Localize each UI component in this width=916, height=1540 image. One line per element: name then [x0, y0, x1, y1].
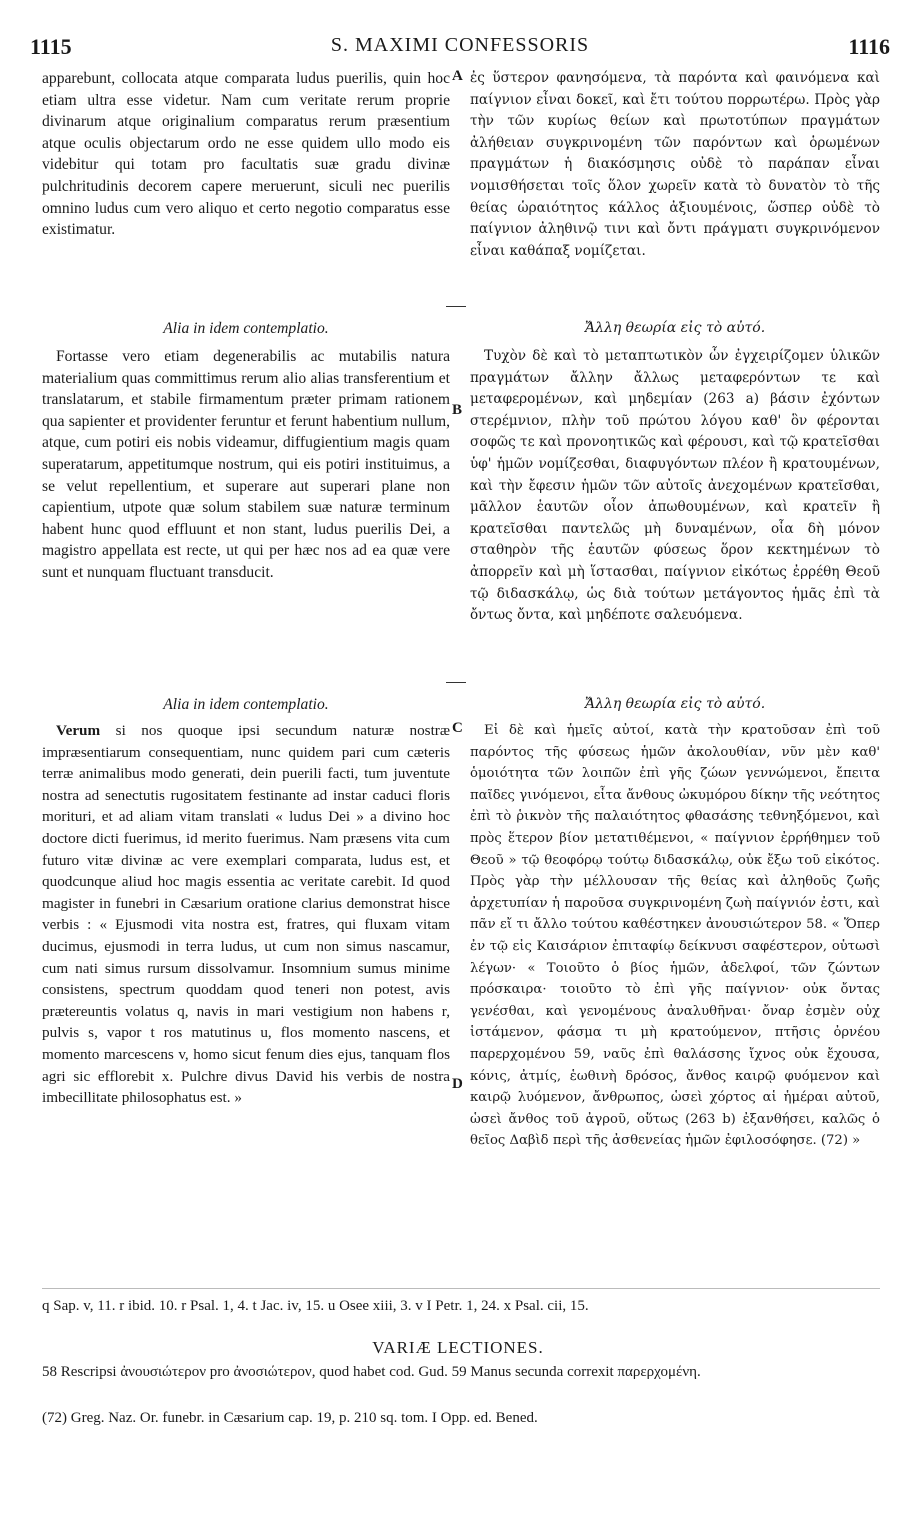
margin-marker-d: D	[452, 1076, 463, 1092]
latin-text: si nos quoque ipsi secundum naturæ nostræ impræsentiarum consequentiam, nunc quidem pari cum cæteris terræ animalibus modo generati, dein puerili facti, tum juventute nostra ad senectutis rugositatem festinante ad instar caduci floris morituri, et ad aliam vitam translati « ludus Dei » a divino hoc doctore dicti fuerimus, id merito fuerimus. Nam præsens vita cum futuro vitæ divinæ ac vere exemplari comparata, ludus est, et quodcunque aliud hoc magis essentia ac veritate carebit. Id quod magister in funebri in Cæsarium oratione clarius demonstrat hisce verbis : « Ejusmodi vita nostra est, fratres, qui fluxam vitam ducimus, ejusmodi in terra ludus, ut cum non simus nascamur, cum nati simus rursum dissolvamur. Insomnium sumus minime consistens, spectrum quoddam quod teneri non potest, avis prætereuntis volatus q, navis in mari vestigium non habens r, pulvis s, vapor t ros matutinus u, flos momento nascens, et momento marcescens v, homo sicut fenum dies ejus, tanquam flos agri sic efflorebit x. Pulchre divus David his verbis de nostra imbecillitate philosophatus est. »	[42, 722, 450, 1107]
page-number-right: 1116	[848, 34, 890, 59]
greek-column-block2	[470, 346, 880, 627]
footnote-rule	[42, 1288, 880, 1289]
greek-paragraph: ἐς ὕστερον φανησόμενα, τὰ παρόντα καὶ φαινόμενα καὶ παίγνιον εἶναι δοκεῖ, καὶ ἔτι τούτου πορρωτέρω. Πρὸς γὰρ τὴν τῶν κυρίως θείων καὶ πρωτοτύπων πραγμάτων ἀλήθειαν συγκρινομένη τῶν παρόντων καὶ ὁρωμένων πραγμάτων ἡ διακόσμησις οὐδὲ τὸ παράπαν εἶναι νομισθήσεται τοῖς ὅλον χωρεῖν κατὰ τὸ δυνατὸν τὸ τῆς θείας ὡραιότητος κάλλος ἀξιουμένοις, ὥσπερ οὐδὲ τὸ παίγνιον ἀληθινῷ τινι καὶ ὄντι πράγματι συγκρινόμενον εἶναι καθάπαξ νομίζεται.	[470, 70, 880, 259]
latin-paragraph: Fortasse vero etiam degenerabilis ac mutabilis natura materialium quas committimus rerum alio alias transferentium et translatarum, et stabile firmamentum præter primam rationem qua sapienter et providenter feruntur et ferunt habentium nullum, atque, cum potiri eis nobis videamur, diffugientium magis quam superatarum, appetitumque nostrum, qui eis potiri instituimus, a se velut repellentium, et superare aut superari plane non capientium, utpote quæ solum stabilem suæ naturæ terminum habent hunc quod effluunt et non stant, ludus puerilis Dei, a magistro appellata est recte, ut qui per hæc nos ad ea quæ vere sunt et nunquam fluctuant transducit.	[42, 348, 450, 581]
section-divider	[446, 682, 466, 683]
page-header	[30, 34, 890, 64]
margin-marker-b: B	[452, 402, 463, 418]
greek-section-title: Ἄλλη θεωρία εἰς τὸ αὐτό.	[584, 696, 766, 712]
latin-section-title: Alia in idem contemplatio.	[163, 696, 329, 713]
latin-paragraph: apparebunt, collocata atque comparata ludus puerilis, quin hoc etiam ultra esse videtur. Nam cum veritate rerum proprie divinarum atque originalium comparatus rerum præsentium atque oculis objectarum ordo ne esse quidem ullo modo eis videbitur qui totam pro facultatis suæ gradu divinæ pulchritudinis decorem capere meruerunt, siculi nec puerilis omnino ludus cum vero aliquo et certo negotio comparatus esse existimatur.	[42, 70, 450, 239]
greek-column-block3	[470, 720, 880, 1152]
margin-marker-c: C	[452, 720, 463, 736]
latin-section-title: Alia in idem contemplatio.	[163, 320, 329, 337]
margin-marker-a: A	[452, 68, 463, 84]
source-note: (72) Greg. Naz. Or. funebr. in Cæsarium cap. 19, p. 210 sq. tom. I Opp. ed. Bened.	[42, 1410, 538, 1426]
latin-paragraph	[42, 720, 450, 1109]
section-divider	[446, 306, 466, 307]
greek-column-block1	[470, 68, 880, 262]
latin-column-block2	[42, 346, 450, 584]
variae-lectiones-notes: 58 Rescripsi ἀνουσιώτερον pro ἀνοσιώτερον, quod habet cod. Gud. 59 Manus secunda correxit παρερχομένη.	[42, 1364, 701, 1380]
greek-section-title: Ἄλλη θεωρία εἰς τὸ αὐτό.	[584, 320, 766, 336]
scripture-references: q Sap. v, 11. r ibid. 10. r Psal. 1, 4. t Jac. iv, 15. u Osee xiii, 3. v I Petr. 1, 24. x Psal. cii, 15.	[42, 1298, 589, 1314]
variae-lectiones-heading: VARIÆ LECTIONES.	[372, 1338, 544, 1357]
latin-lead-word: Verum	[56, 722, 101, 739]
latin-column-block1	[42, 68, 450, 241]
greek-paragraph: Εἰ δὲ καὶ ἡμεῖς αὐτοί, κατὰ τὴν κρατοῦσαν ἐπὶ τοῦ παρόντος τῆς φύσεως ἡμῶν ἀκολουθίαν, νῦν μὲν καθ' ὁμοιότητα τῶν λοιπῶν ἐπὶ γῆς ζώων γεννώμενοι, ἔπειτα παῖδες γινόμενοι, εἶτα ἄνθους ὠκυμόρου δίκην τῆς νεότητος ἐπὶ τὸ ῥικνὸν τῆς παλαιότητος φθασάσης τεθνηξόμενοι, καὶ πρὸς ἕτερον βίον μετατιθέμενοι, « παίγνιον ἐρρήθημεν τοῦ Θεοῦ » τῷ θεοφόρῳ τούτῳ διδασκάλῳ, οὐκ ἔξω τοῦ εἰκότος. Πρὸς γὰρ τὴν μέλλουσαν τῆς θείας καὶ ἀληθοῦς ζωῆς ἀρχετυπίαν ἡ παροῦσα συγκρινομένη ζωὴ παίγνιόν ἐστι, καὶ πᾶν εἴ τι ἄλλο τούτου καθέστηκεν ἀνουσιώτερον 58. « Ὅπερ ἐν τῷ εἰς Καισάριον ἐπιταφίῳ δείκνυσι σαφέστερον, οὑτωσὶ λέγων· « Τοιοῦτο ὁ βίος ἡμῶν, ἀδελφοί, τῶν ζώντων πρόσκαιρα· τοιοῦτο τὸ ἐπὶ γῆς παίγνιον· οὐκ ὄντας γενέσθαι, καὶ γενομένους ἀναλυθῆναι· ὄναρ ἐσμὲν οὐχ ἱστάμενον, φάσμα τι μὴ κρατούμενον, πτῆσις ὀρνέου παρερχομένου 59, ναῦς ἐπὶ θαλάσσης ἴχνος οὐκ ἔχουσα, κόνις, ἀτμίς, ἑωθινὴ δρόσος, ἄνθος καιρῷ φυόμενον καὶ καιρῷ λυόμενον, ἄνθρωπος, ὡσεὶ χόρτος αἱ ἡμέραι αὐτοῦ, ὡσεὶ ἄνθος τοῦ ἀγροῦ, οὕτως (263 b) ἐξανθήσει, καλῶς ὁ θεῖος Δαβὶδ περὶ τῆς ἀσθενείας ἡμῶν ἐφιλοσόφησε. (72) »	[470, 723, 880, 1149]
greek-paragraph: Τυχὸν δὲ καὶ τὸ μεταπτωτικὸν ὧν ἐγχειρίζομεν ὑλικῶν πραγμάτων ἄλλην ἄλλως μεταφερόντων τε καὶ μεταφερομένων, καὶ μηδεμίαν (263 a) βάσιν ἐχόντων στερέμνιον, πλὴν τοῦ πρώτου λόγου καθ' ὃν φέρονται σοφῶς τε καὶ προνοητικῶς καὶ φέρουσι, καὶ τῷ κρατεῖσθαι ὑφ' ἡμῶν νομίζεσθαι, διαφυγόντων πλέον ἢ κρατουμένων, καὶ τὴν ἔφεσιν ἡμῶν τῶν αὐτοῖς ἀνεχομένων κρατεῖσθαι, μᾶλλον ἑαυτῶν οἷον ἀπωθουμένων, καὶ κρατεῖν ἢ κρατεῖσθαι παντελῶς μὴ δυναμένων, οἷα δὴ μόνον σταθηρὸν τῆς ἑαυτῶν φύσεως ὅρον κεκτημένων τὸ ἀπορρεῖν καὶ μὴ ἵστασθαι, παίγνιον εἰκότως ἐρρέθη Θεοῦ τῷ διδασκάλῳ, ὡς διὰ τούτων μετάγοντος ἡμᾶς ἐπὶ τὰ ὄντως ὄντα, καὶ μηδέποτε σαλευόμενα.	[470, 348, 880, 624]
running-title: S. MAXIMI CONFESSORIS	[330, 34, 590, 56]
latin-column-block3	[42, 720, 450, 1109]
page-number-left: 1115	[30, 34, 72, 59]
